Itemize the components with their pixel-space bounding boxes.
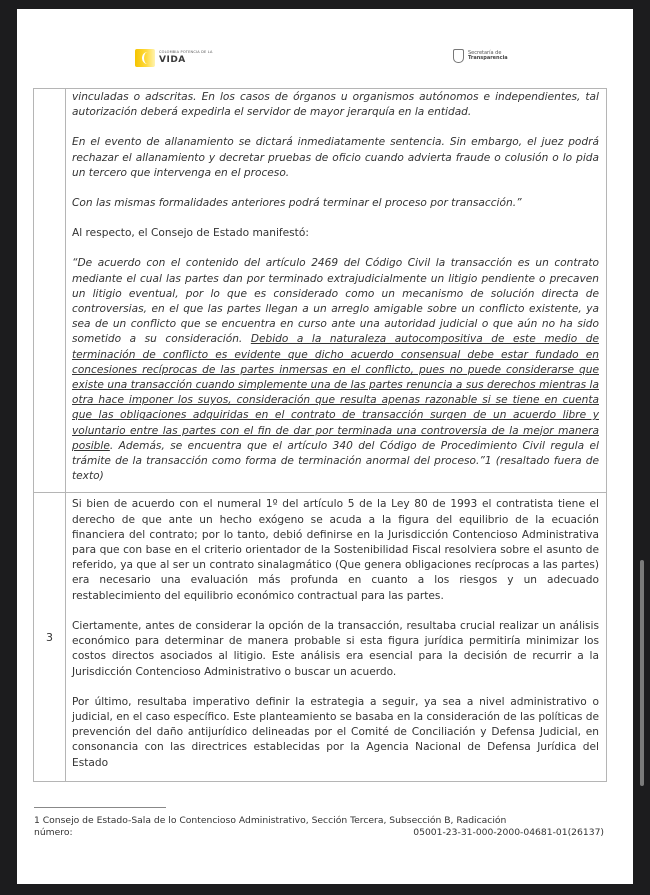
row-text-cell — [66, 493, 606, 780]
analysis-paragraph: Ciertamente, antes de considerar la opción de la transacción, resultaba crucial realizar un análisis económico para determinar de manera probable si esta figura jurídica permitiría minimizar los costos directos asociados al litigio. Este análisis era esencial para la decisión de recurrir a la Jurisdicción Contencioso Administrativo o buscar un acuerdo. — [72, 619, 599, 678]
quote-text: “De acuerdo con el contenido del artículo 2469 del Código Civil la transacción es un contrato mediante el cual las partes dan por terminado extrajudicialmente un litigio pendiente o precaven un litigio eventual, por lo que es considerado como un mecanismo de solución directa de controversias, en el que las partes llegan a un arreglo amigable sobre un conflicto existente, ya sea de un conflicto que se encuentra en curso ante una autoridad judicial o que aún no ha sido sometido a su consideración. — [72, 257, 599, 346]
intro-paragraph: Al respecto, el Consejo de Estado manifestó: — [72, 227, 309, 240]
logo-left-title: VIDA — [159, 54, 186, 65]
analysis-paragraph: Por último, resultaba imperativo definir la estrategia a seguir, ya sea a nivel administrativo o judicial, en el caso específico. Este planteamiento se basaba en la consideración de las políticas de prevención del daño antijurídico delineadas por el Comité de Conciliación y Defensa Judicial, en consonancia con las directrices establecidas por la Agencia Nacional de Defensa Jurídica del Estado — [72, 695, 599, 769]
legal-quote-paragraph: vinculadas o adscritas. En los casos de órganos u organismos autónomos e independientes, tal autorización deberá expedirla el servidor de mayor jerarquía en la entidad. — [72, 91, 599, 119]
logo-left-tagline: COLOMBIA POTENCIA DE LA — [159, 50, 213, 55]
colombia-potencia-de-la-vida-logo — [135, 49, 213, 67]
footnote-separator — [34, 807, 166, 808]
footnote-line1: 1 Consejo de Estado-Sala de lo Contencioso Administrativo, Sección Tercera, Subsección B, Radicación — [34, 815, 507, 826]
secretaria-transparencia-logo — [453, 49, 508, 63]
table-row — [34, 492, 606, 780]
content-table — [33, 88, 607, 782]
coat-of-arms-icon — [453, 49, 464, 63]
quote-underlined-text: Debido a la naturaleza autocompositiva de este medio de terminación de conflicto es evidente que dicho acuerdo consensual debe estar fundado en concesiones recíprocas de las partes inmersas en el conflicto, pues no puede considerarse que existe una transacción cuando simplemente una de las partes renuncia a sus derechos mientras la otra hace imponer los suyos, consideración que resulta apenas razonable si se tiene en cuenta que las obligaciones adquiridas en el contrato de transacción surgen de un acuerdo libre y voluntario entre las partes con el fin de dar por terminada una controversia de la mejor manera posible — [72, 333, 599, 452]
row-number-cell: 3 — [34, 493, 66, 780]
table-row — [34, 89, 606, 492]
scrollbar-thumb[interactable] — [640, 560, 644, 786]
sound-wave-logo-icon — [135, 49, 155, 67]
consejo-estado-quote — [72, 256, 599, 484]
page-header — [17, 9, 633, 77]
row-text-cell — [66, 89, 606, 492]
logo-right-line1: Secretaría de — [468, 49, 502, 56]
legal-quote-paragraph: En el evento de allanamiento se dictará inmediatamente sentencia. Sin embargo, el juez podrá rechazar el allanamiento y decretar pruebas de oficio cuando advierta fraude o colusión o lo pida un tercero que intervenga en el proceso. — [72, 136, 599, 179]
legal-quote-paragraph: Con las mismas formalidades anteriores podrá terminar el proceso por transacción.” — [72, 197, 522, 210]
quote-text-end: . Además, se encuentra que el artículo 340 del Código de Procedimiento Civil regula el trámite de la transacción como forma de terminación anormal del proceso.”1 (resaltado fuera de texto) — [72, 439, 599, 483]
analysis-paragraph: Si bien de acuerdo con el numeral 1º del artículo 5 de la Ley 80 de 1993 el contratista tiene el derecho de que ante un hecho exógeno se acuda a la figura del equilibrio de la ecuación financiera del contrato; por lo tanto, debió definirse en la Jurisdicción Contencioso Administrativa para que con base en el criterio orientador de la Sostenibilidad Fiscal resolviera sobre el asunto de referido, ya que al ser un contrato sinalagmático (Que genera obligaciones recíprocas a las partes) era necesario una evaluación más profunda en cuanto a los riesgos y un adecuado restablecimiento del equilibrio económico contractual para las partes. — [72, 498, 599, 602]
footnote — [34, 815, 604, 839]
footnote-radicado: 05001-23-31-000-2000-04681-01(26137) — [413, 827, 604, 838]
logo-right-line2: Transparencia — [468, 55, 508, 61]
row-number-cell — [34, 89, 66, 492]
footnote-label: número: — [34, 827, 73, 838]
document-page — [17, 9, 633, 884]
